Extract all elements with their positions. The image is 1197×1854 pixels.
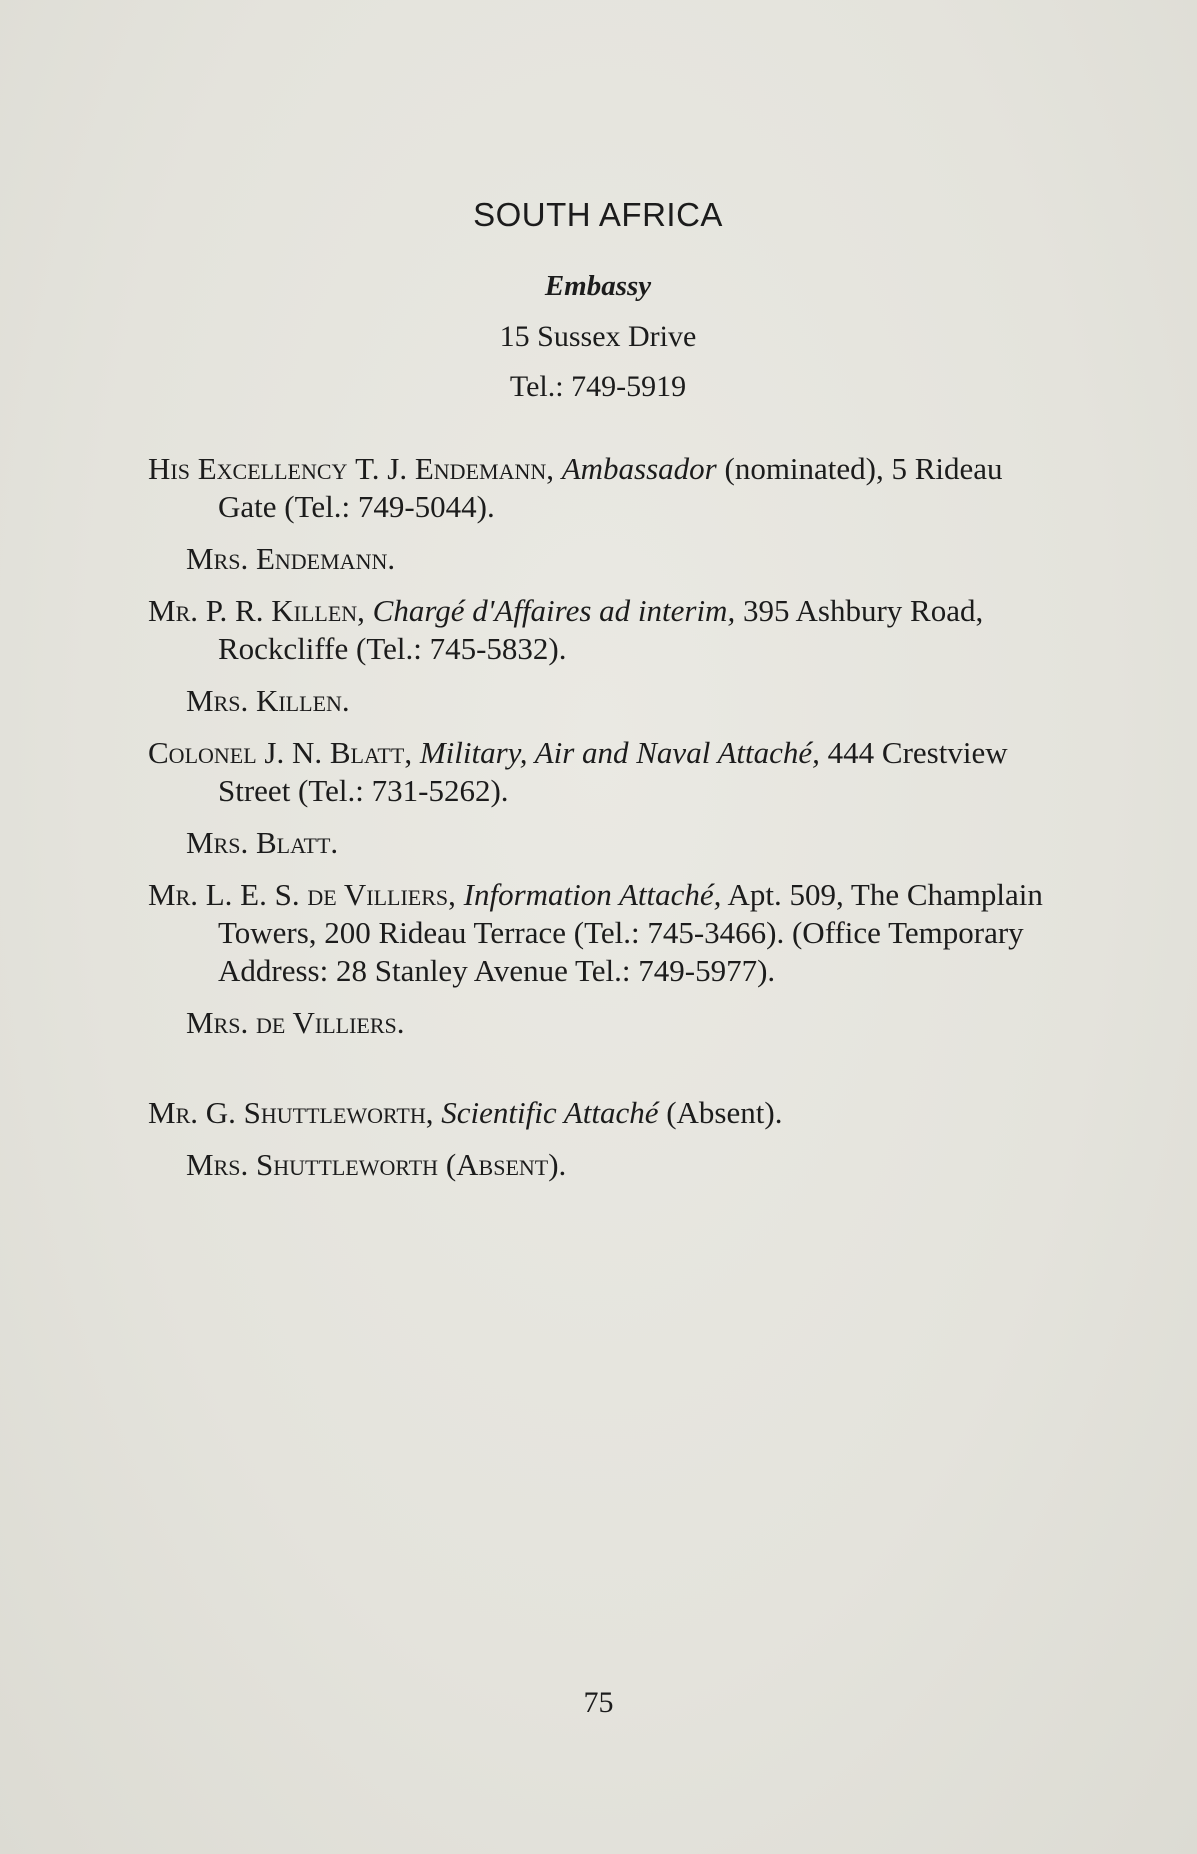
staff-details: (nominated), 5 Rideau Gate (Tel.: 749-5044). — [218, 451, 1003, 524]
staff-role: Information Attaché, — [463, 877, 722, 912]
staff-title: His Excellency — [148, 451, 348, 486]
staff-title: Colonel — [148, 735, 257, 770]
staff-name: J. N. Blatt — [264, 735, 405, 770]
mission-type: Embassy — [544, 270, 652, 302]
staff-role: Chargé d'Affaires ad interim, — [372, 593, 736, 628]
staff-entry-main: Colonel J. N. Blatt, Military, Air and Naval Attaché, 444 Crestview Street (Tel.: 731-5262). — [148, 735, 1008, 808]
staff-title: Mr. — [148, 877, 198, 912]
staff-entry — [148, 450, 1058, 578]
staff-entry-main: His Excellency T. J. Endemann, Ambassador (nominated), 5 Rideau Gate (Tel.: 749-5044). — [148, 451, 1003, 524]
page-number: 75 — [583, 1686, 614, 1719]
staff-details: Apt. 509, The Champlain Towers, 200 Rideau Terrace (Tel.: 745-3466). (Office Temporary Address: 28 Stanley Avenue Tel.: 749-5977). — [218, 877, 1043, 988]
staff-details: 395 Ashbury Road, Rockcliffe (Tel.: 745-5832). — [218, 593, 984, 666]
staff-name: G. Shuttleworth — [205, 1095, 426, 1130]
staff-role: Scientific Attaché — [441, 1095, 659, 1130]
staff-entry-main: Mr. L. E. S. de Villiers, Information Attaché, Apt. 509, The Champlain Towers, 200 Rideau Terrace (Tel.: 745-3466). (Office Temporary Address: 28 Stanley Avenue Tel.: 749-5977). — [148, 877, 1043, 988]
staff-title: Mr. — [148, 1095, 198, 1130]
staff-entry-main: Mr. G. Shuttleworth, Scientific Attaché (Absent). — [148, 1095, 783, 1130]
staff-spouse: Mrs. Blatt. — [186, 825, 339, 860]
staff-entry — [148, 1094, 1058, 1184]
staff-spouse: Mrs. de Villiers. — [186, 1005, 405, 1040]
staff-title: Mr. — [148, 593, 198, 628]
staff-details: 444 Crestview Street (Tel.: 731-5262). — [218, 735, 1008, 808]
staff-entry — [148, 876, 1058, 1042]
mission-address: 15 Sussex Drive — [499, 320, 697, 353]
staff-name: T. J. Endemann — [355, 451, 547, 486]
staff-details: (Absent). — [666, 1095, 783, 1130]
country-heading: SOUTH AFRICA — [473, 196, 723, 233]
staff-name: L. E. S. de Villiers — [205, 877, 449, 912]
staff-entry — [148, 592, 1058, 720]
staff-spouse: Mrs. Killen. — [186, 683, 350, 718]
staff-spouse: Mrs. Endemann. — [186, 541, 396, 576]
staff-entry — [148, 734, 1058, 862]
staff-entry-main: Mr. P. R. Killen, Chargé d'Affaires ad interim, 395 Ashbury Road, Rockcliffe (Tel.: 745-5832). — [148, 593, 984, 666]
staff-name: P. R. Killen — [205, 593, 358, 628]
staff-role: Military, Air and Naval Attaché, — [419, 735, 820, 770]
mission-phone: Tel.: 749-5919 — [509, 370, 687, 403]
staff-spouse: Mrs. Shuttleworth (Absent). — [186, 1147, 567, 1182]
staff-role: Ambassador — [561, 451, 717, 486]
